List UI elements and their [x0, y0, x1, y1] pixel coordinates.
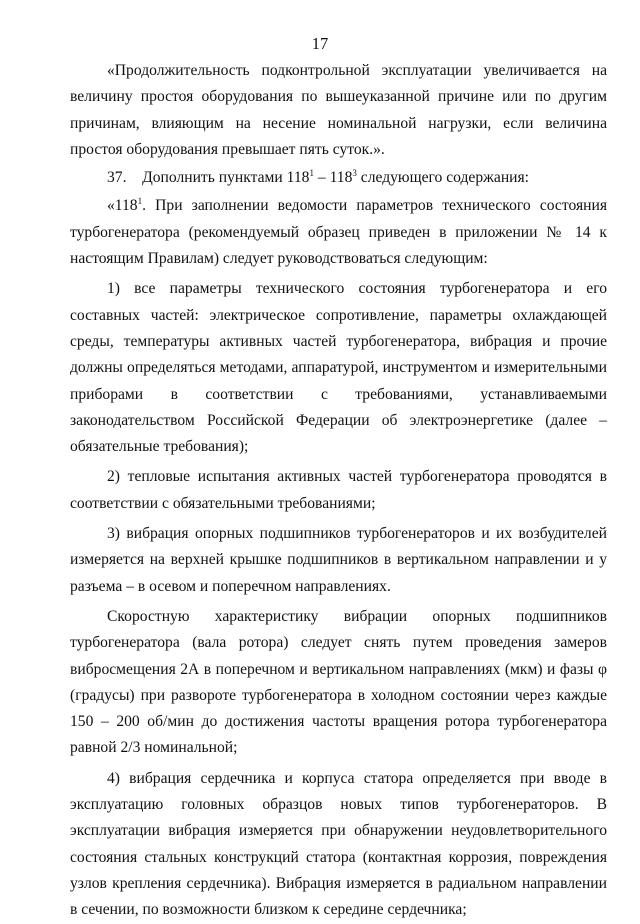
clause-number: «118: [107, 197, 138, 215]
paragraph-speed-characteristic: Скоростную характеристику вибрации опорных подшипников турбогенератора (вала ротора) следует снять путем проведения замеров виброcмещения 2А в поперечном и вертикальном направлениях (мкм) и фазы φ (градусы) при развороте турбогенератора в холодном состоянии через каждые 150 – 200 об/мин до достижения частоты вращения ротора турбогенератора равной 2/3 номинальной;: [70, 607, 607, 757]
page-number: 17: [311, 34, 329, 53]
clause-text: . При заполнении ведомости параметров технического состояния турбогенератора (рекомендуемый образец приведен в приложении № 14 к настоящим Правилам) следует руководствоваться следующим:: [70, 197, 607, 268]
body-text: [70, 58, 607, 924]
paragraph-subitem-2: 2) тепловые испытания активных частей турбогенератора проводятся в соответствии с обязательными требованиями;: [70, 468, 607, 512]
superscript: 1: [137, 196, 143, 207]
paragraph-subitem-3: 3) вибрация опорных подшипников турбогенераторов и их возбудителей измеряется на верхней крышке подшипников в вертикальном направлении и у разъема – в осевом и поперечном направлениях.: [70, 525, 607, 595]
item-text-start: Дополнить пунктами 118: [142, 169, 310, 187]
paragraph-item-37: [70, 165, 607, 191]
paragraph-continuation: «Продолжительность подконтрольной эксплуатации увеличивается на величину простоя оборудования по вышеуказанной причине или по другим причинам, влияющим на несение номинальной нагрузки, если величина простоя оборудования превышает пять суток.».: [70, 62, 607, 158]
paragraph-subitem-4: 4) вибрация сердечника и корпуса статора определяется при вводе в эксплуатацию головных образцов новых типов турбогенераторов. В эксплуатации вибрация измеряется при обнаружении неудовлетворительного состояния стальных конструкций статора (контактная коррозия, повреждения узлов крепления сердечника). Вибрация измеряется в радиальном направлении в сечении, по возможности близком к середине сердечника;: [70, 769, 607, 919]
paragraph-subitem-1: 1) все параметры технического состояния турбогенератора и его составных частей: электрическое сопротивление, параметры охлаждающей среды, температуры активных частей турбогенератора, вибрация и прочие должны определяться методами, аппаратурой, инструментом и измерительными приборами в соответствии с требованиями, устанавливаемыми законодательством Российской Федерации об электроэнергетике (далее – обязательные требования);: [70, 280, 607, 456]
superscript: 1: [309, 168, 314, 179]
paragraph-118-1: [70, 193, 607, 272]
item-number: 37.: [107, 169, 127, 187]
item-text-end: следующего содержания:: [356, 169, 530, 187]
superscript: 3: [352, 168, 357, 179]
item-text-middle: – 118: [313, 169, 353, 187]
